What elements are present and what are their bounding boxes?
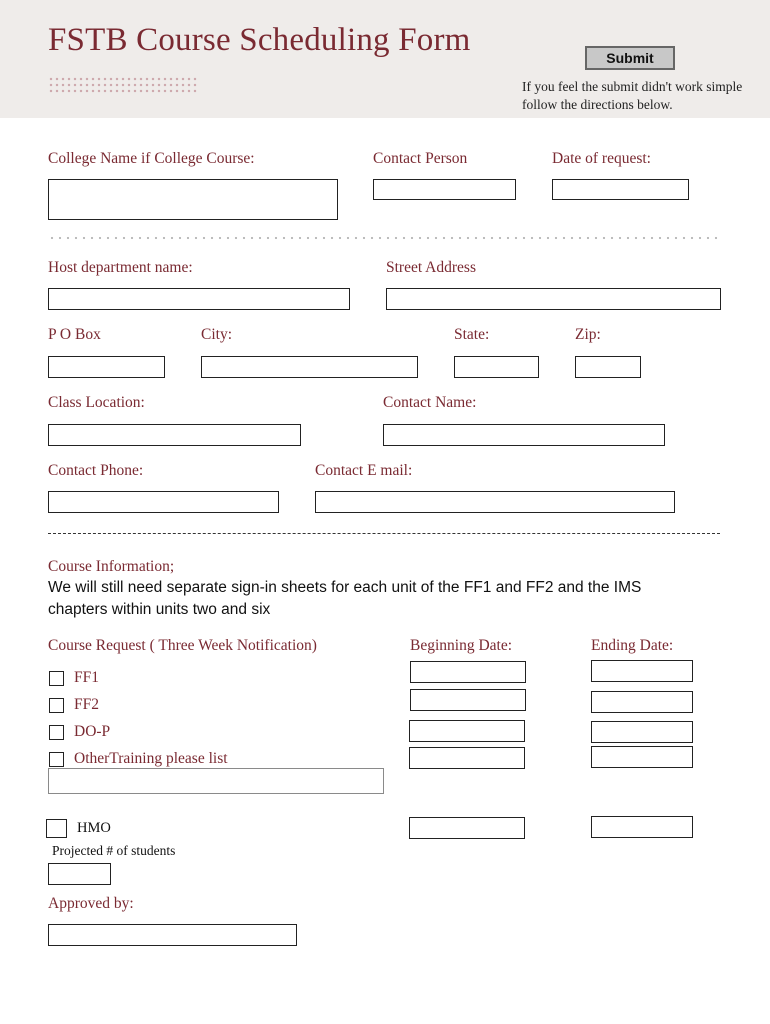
class-location-label: Class Location: bbox=[48, 394, 145, 411]
zip-field[interactable] bbox=[575, 356, 641, 378]
other-end-date[interactable] bbox=[591, 746, 693, 768]
ff2-label: FF2 bbox=[74, 696, 99, 713]
ff2-begin-date[interactable] bbox=[410, 689, 526, 711]
contact-email-label: Contact E mail: bbox=[315, 462, 413, 479]
approved-by-field[interactable] bbox=[48, 924, 297, 946]
ff1-begin-date[interactable] bbox=[410, 661, 526, 683]
other-training-label: OtherTraining please list bbox=[74, 750, 228, 767]
submit-button[interactable]: Submit bbox=[585, 46, 675, 70]
date-of-request-label: Date of request: bbox=[552, 150, 651, 167]
beginning-date-label: Beginning Date: bbox=[410, 637, 513, 654]
dop-checkbox[interactable] bbox=[49, 725, 64, 740]
date-of-request-field[interactable] bbox=[552, 179, 689, 200]
dotted-divider bbox=[48, 236, 720, 240]
street-address-field[interactable] bbox=[386, 288, 721, 310]
college-name-field[interactable] bbox=[48, 179, 338, 220]
other-begin-date[interactable] bbox=[409, 747, 525, 769]
form-title: FSTB Course Scheduling Form bbox=[48, 22, 471, 58]
contact-name-field[interactable] bbox=[383, 424, 665, 446]
dop-begin-date[interactable] bbox=[409, 720, 525, 742]
city-field[interactable] bbox=[201, 356, 418, 378]
ff1-label: FF1 bbox=[74, 669, 99, 686]
college-name-label: College Name if College Course: bbox=[48, 150, 255, 167]
contact-name-label: Contact Name: bbox=[383, 394, 477, 411]
submit-note: If you feel the submit didn't work simple follow the directions below. bbox=[522, 79, 743, 112]
other-training-checkbox[interactable] bbox=[49, 752, 64, 767]
host-department-field[interactable] bbox=[48, 288, 350, 310]
host-department-label: Host department name: bbox=[48, 259, 193, 276]
state-field[interactable] bbox=[454, 356, 539, 378]
form-header bbox=[0, 0, 770, 118]
state-label: State: bbox=[454, 326, 490, 343]
approved-by-label: Approved by: bbox=[48, 895, 134, 912]
other-training-list-field[interactable] bbox=[48, 768, 384, 794]
course-request-label: Course Request ( Three Week Notification) bbox=[48, 637, 317, 654]
contact-person-field[interactable] bbox=[373, 179, 516, 200]
dop-label: DO-P bbox=[74, 723, 111, 740]
po-box-label: P O Box bbox=[48, 326, 101, 343]
zip-label: Zip: bbox=[575, 326, 601, 343]
hmo-label: HMO bbox=[77, 820, 111, 836]
ff2-end-date[interactable] bbox=[591, 691, 693, 713]
hmo-checkbox[interactable] bbox=[46, 819, 67, 838]
dop-end-date[interactable] bbox=[591, 721, 693, 743]
contact-person-label: Contact Person bbox=[373, 150, 468, 167]
ending-date-label: Ending Date: bbox=[591, 637, 674, 654]
ff2-checkbox[interactable] bbox=[49, 698, 64, 713]
contact-email-field[interactable] bbox=[315, 491, 675, 513]
course-information-heading: Course Information; bbox=[48, 558, 175, 575]
hmo-end-date[interactable] bbox=[591, 816, 693, 838]
class-location-field[interactable] bbox=[48, 424, 301, 446]
projected-students-label: Projected # of students bbox=[52, 843, 176, 858]
ff1-end-date[interactable] bbox=[591, 660, 693, 682]
projected-students-field[interactable] bbox=[48, 863, 111, 885]
ff1-checkbox[interactable] bbox=[49, 671, 64, 686]
course-info-note: We will still need separate sign-in sheets for each unit of the FF1 and FF2 and the IMS chapters within units two and six bbox=[48, 579, 642, 618]
street-address-label: Street Address bbox=[386, 259, 476, 276]
hmo-begin-date[interactable] bbox=[409, 817, 525, 839]
contact-phone-label: Contact Phone: bbox=[48, 462, 144, 479]
dashed-divider bbox=[48, 533, 720, 534]
po-box-field[interactable] bbox=[48, 356, 165, 378]
city-label: City: bbox=[201, 326, 233, 343]
decorative-dots bbox=[48, 76, 198, 94]
contact-phone-field[interactable] bbox=[48, 491, 279, 513]
